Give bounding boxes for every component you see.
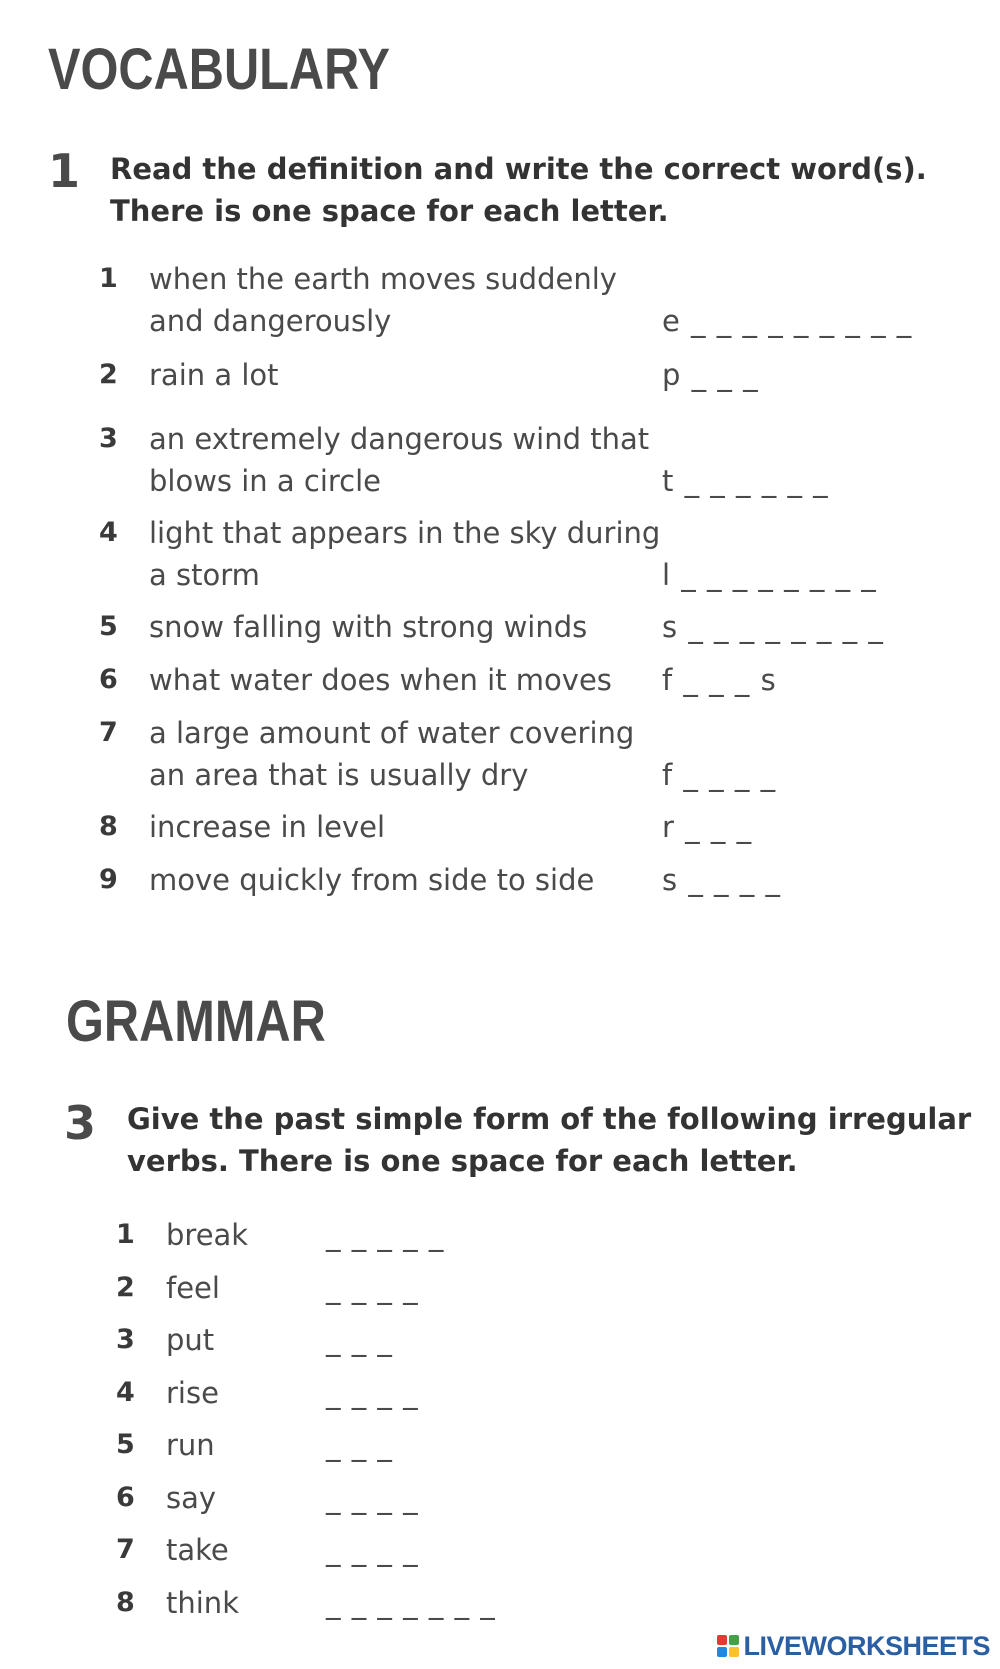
item-definition	[149, 354, 279, 396]
answer-blanks[interactable]: _ _ _ _	[326, 1270, 419, 1305]
item-definition	[149, 659, 612, 701]
item-number: 8	[99, 811, 118, 842]
answer-blanks[interactable]: r _ _ _	[662, 810, 753, 844]
answer-blanks[interactable]: l _ _ _ _ _ _ _ _	[662, 558, 877, 592]
item-number: 9	[99, 864, 118, 895]
definition-line: light that appears in the sky during	[149, 516, 661, 550]
item-number: 1	[99, 263, 118, 294]
answer-blanks[interactable]: _ _ _ _	[326, 1533, 419, 1567]
verb-word: run	[166, 1428, 215, 1462]
instruction-line: There is one space for each letter.	[110, 194, 669, 228]
liveworksheets-logo	[717, 1629, 990, 1663]
answer-blanks[interactable]: f _ _ _ s	[662, 663, 777, 697]
definition-line: a storm	[149, 558, 260, 592]
verb-word: think	[166, 1585, 239, 1620]
definition-line: snow falling with strong winds	[149, 610, 588, 644]
item-definition	[149, 258, 617, 342]
verb-word: rise	[166, 1375, 219, 1410]
definition-line: when the earth moves suddenly	[149, 262, 617, 296]
exercise-3-number: 3	[64, 1096, 97, 1150]
grammar-heading: GRAMMAR	[66, 989, 326, 1054]
exercise-1-instructions	[110, 148, 927, 232]
item-number: 4	[116, 1376, 135, 1408]
answer-blanks[interactable]: p _ _ _	[662, 358, 759, 392]
item-number: 5	[116, 1429, 135, 1460]
definition-line: and dangerously	[149, 304, 392, 338]
definition-line: an extremely dangerous wind that	[149, 422, 650, 456]
verb-word: put	[166, 1323, 215, 1357]
item-definition	[149, 418, 649, 502]
verb-word: break	[166, 1218, 249, 1252]
definition-line: blows in a circle	[149, 464, 382, 498]
item-definition	[149, 606, 587, 648]
exercise-3-instructions	[127, 1098, 972, 1182]
logo-mark-icon	[717, 1635, 739, 1657]
instruction-line: Give the past simple form of the following irregular	[127, 1102, 972, 1136]
item-definition	[149, 712, 634, 796]
verb-word: feel	[166, 1270, 220, 1305]
item-number: 6	[116, 1481, 135, 1513]
item-number: 5	[99, 611, 118, 642]
item-number: 7	[116, 1534, 135, 1565]
verb-word: take	[166, 1533, 229, 1567]
answer-blanks[interactable]: e _ _ _ _ _ _ _ _ _	[662, 304, 913, 338]
answer-blanks[interactable]: t _ _ _ _ _ _	[662, 464, 829, 498]
item-definition	[149, 512, 660, 596]
item-number: 4	[99, 517, 118, 548]
item-definition	[149, 859, 594, 901]
definition-line: a large amount of water covering	[149, 716, 635, 750]
instruction-line: Read the definition and write the correct word(s).	[110, 152, 927, 186]
answer-blanks[interactable]: _ _ _ _ _ _ _	[326, 1585, 496, 1620]
answer-blanks[interactable]: _ _ _ _	[326, 1480, 419, 1515]
answer-blanks[interactable]: s _ _ _ _ _ _ _ _	[662, 610, 884, 644]
answer-blanks[interactable]: s _ _ _ _	[662, 863, 781, 897]
item-number: 1	[116, 1219, 135, 1250]
item-number: 2	[99, 359, 118, 390]
definition-line: rain a lot	[149, 358, 279, 392]
verb-word: say	[166, 1480, 217, 1515]
definition-line: an area that is usually dry	[149, 758, 529, 792]
answer-blanks[interactable]: _ _ _	[326, 1428, 393, 1462]
item-number: 3	[116, 1324, 135, 1355]
definition-line: what water does when it moves	[149, 663, 612, 697]
answer-blanks[interactable]: _ _ _ _ _	[326, 1218, 445, 1252]
item-number: 8	[116, 1586, 135, 1618]
answer-blanks[interactable]: _ _ _	[326, 1323, 393, 1357]
item-number: 2	[116, 1271, 135, 1303]
answer-blanks[interactable]: _ _ _ _	[326, 1375, 419, 1410]
vocabulary-heading: VOCABULARY	[48, 37, 390, 102]
logo-text: LIVEWORKSHEETS	[743, 1630, 990, 1661]
instruction-line: verbs. There is one space for each letter.	[127, 1144, 798, 1178]
exercise-1-number: 1	[48, 144, 81, 198]
item-number: 3	[99, 423, 118, 454]
item-number: 7	[99, 717, 118, 748]
definition-line: increase in level	[149, 810, 386, 844]
answer-blanks[interactable]: f _ _ _ _	[662, 758, 777, 792]
definition-line: move quickly from side to side	[149, 863, 595, 897]
item-number: 6	[99, 664, 118, 695]
item-definition	[149, 806, 385, 848]
